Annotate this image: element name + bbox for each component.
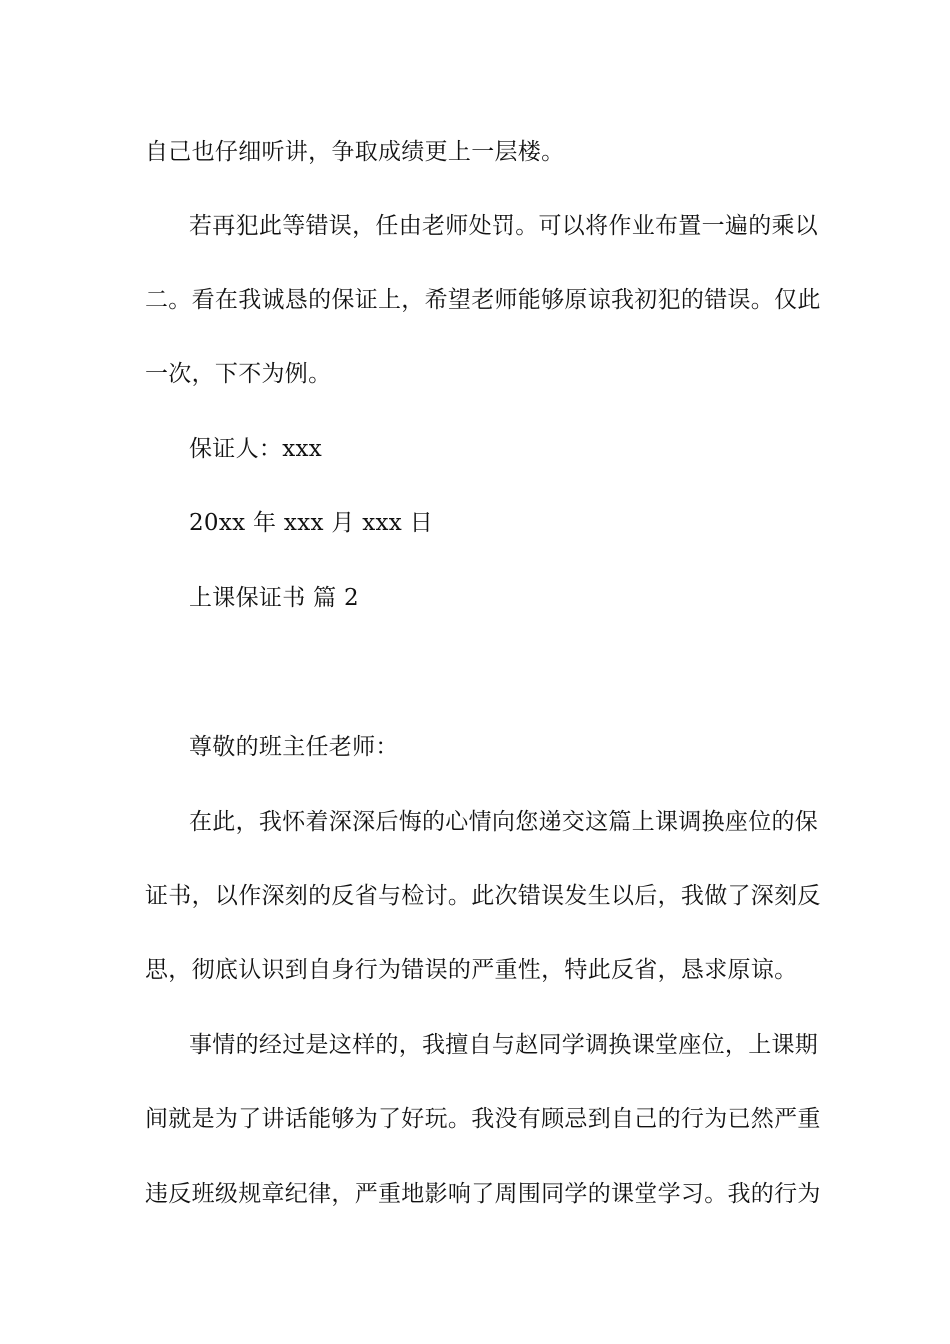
signatory-line: 保证人：xxx [189,436,323,462]
section-heading: 上课保证书 篇 2 [189,585,359,611]
paragraph-line: 证书，以作深刻的反省与检讨。此次错误发生以后，我做了深刻反 [145,883,821,909]
paragraph-line: 间就是为了讲话能够为了好玩。我没有顾忌到自己的行为已然严重 [145,1106,821,1132]
paragraph-line: 在此，我怀着深深后悔的心情向您递交这篇上课调换座位的保 [189,809,819,835]
paragraph-line: 二。看在我诚恳的保证上，希望老师能够原谅我初犯的错误。仅此 [145,287,821,313]
salutation: 尊敬的班主任老师： [189,734,399,760]
paragraph-line: 自己也仔细听讲，争取成绩更上一层楼。 [145,139,565,165]
paragraph-line: 一次，下不为例。 [145,361,332,387]
paragraph-line: 若再犯此等错误，任由老师处罚。可以将作业布置一遍的乘以 [189,213,819,239]
date-line: 20xx 年 xxx 月 xxx 日 [189,510,433,536]
paragraph-line: 事情的经过是这样的，我擅自与赵同学调换课堂座位，上课期 [189,1032,819,1058]
paragraph-line: 思，彻底认识到自身行为错误的严重性，特此反省，恳求原谅。 [145,957,798,983]
paragraph-line: 违反班级规章纪律，严重地影响了周围同学的课堂学习。我的行为 [145,1181,821,1207]
